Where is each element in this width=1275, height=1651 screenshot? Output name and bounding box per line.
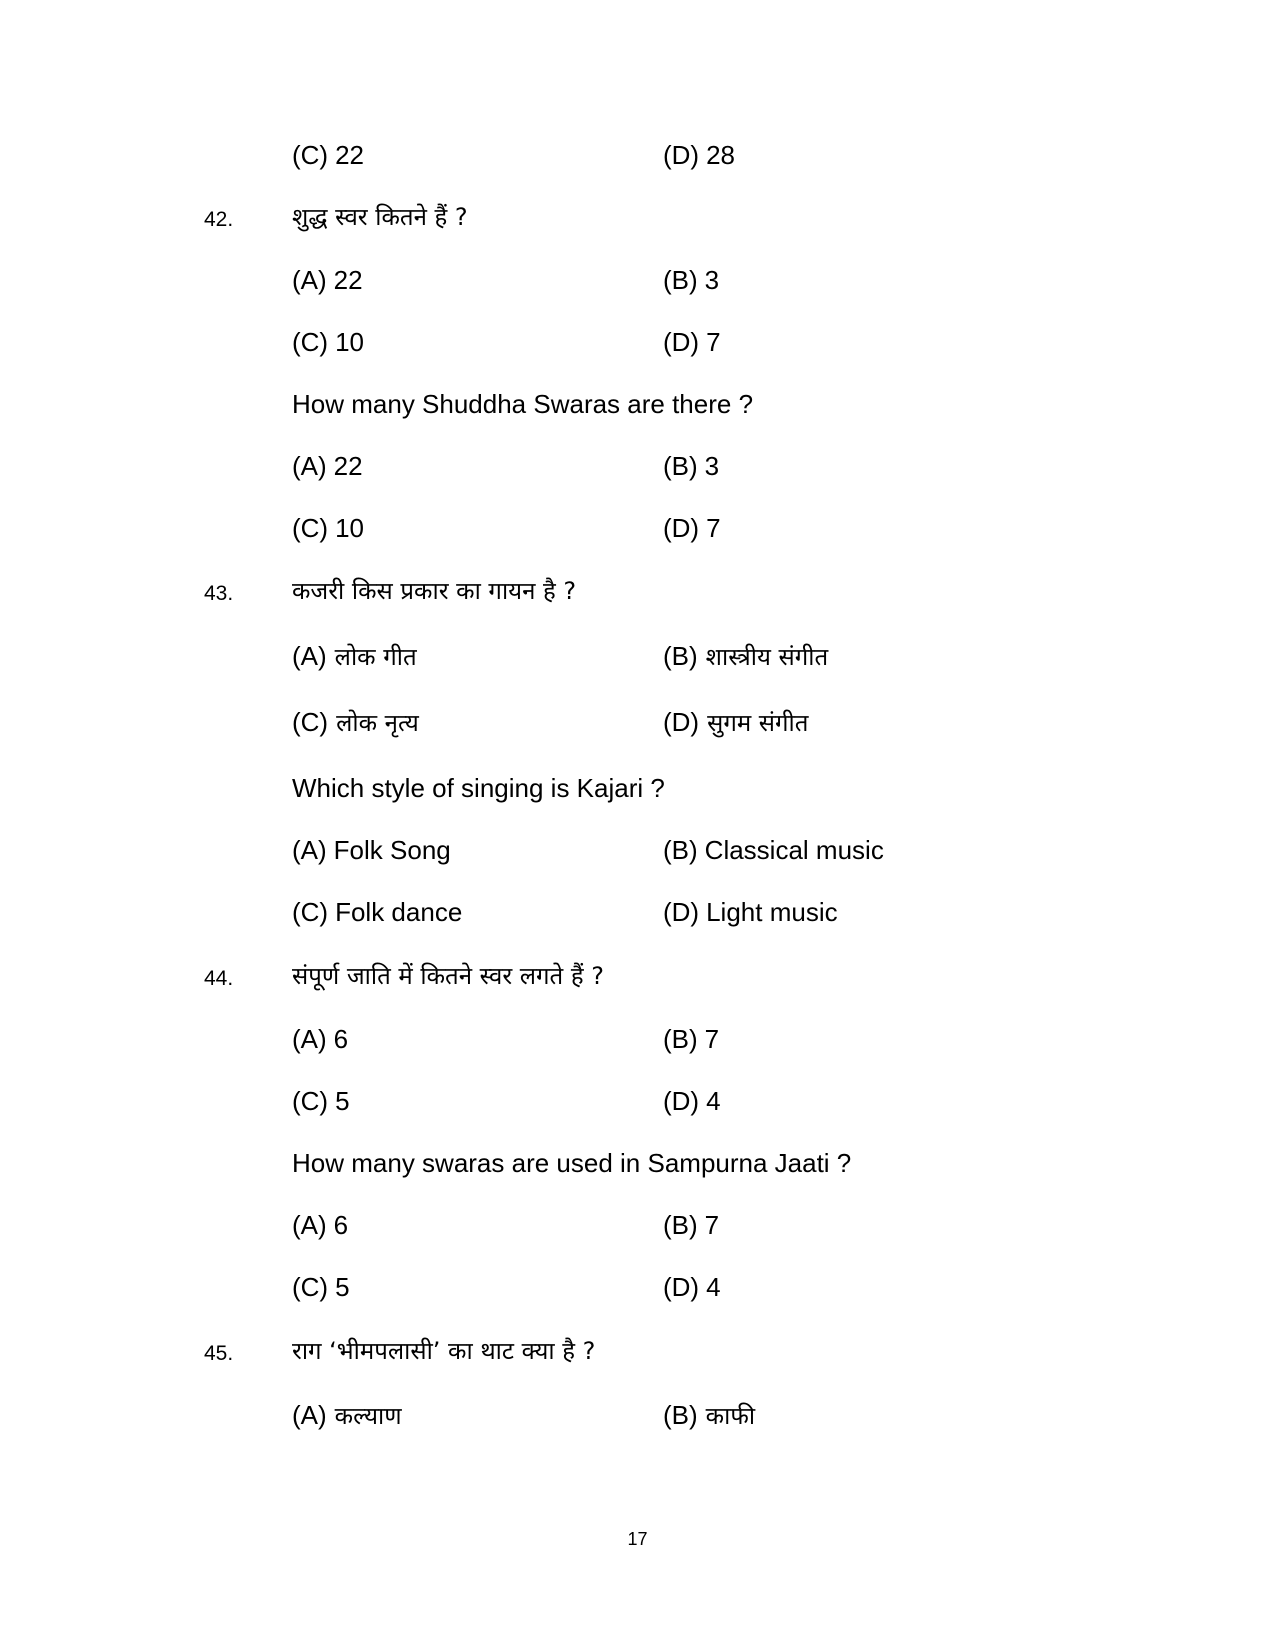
- option-label: (D): [663, 1086, 700, 1116]
- option-c: [292, 140, 364, 170]
- option-text: Folk Song: [333, 835, 451, 865]
- option-row: [0, 701, 1275, 741]
- option-d: [663, 1086, 721, 1116]
- option-text: 22: [333, 451, 363, 481]
- option-label: (A): [292, 451, 327, 481]
- option-b: [663, 1210, 719, 1240]
- option-c: [292, 707, 419, 738]
- option-label: (A): [292, 1210, 327, 1240]
- option-row: [0, 1018, 1275, 1058]
- option-text: 4: [706, 1086, 721, 1116]
- question-text-english: How many Shuddha Swaras are there ?: [292, 389, 754, 419]
- option-text: 7: [704, 1210, 720, 1240]
- question-43-hindi: [0, 570, 1275, 610]
- option-row: [0, 134, 1275, 174]
- question-42-english: [0, 383, 1275, 423]
- page-number: 17: [627, 1529, 648, 1549]
- option-label: (D): [663, 707, 700, 737]
- question-text-hindi: राग ‘भीमपलासी’ का थाट क्या है ?: [292, 1337, 596, 1365]
- option-c: [292, 1272, 350, 1302]
- option-text: काफी: [705, 1402, 756, 1430]
- option-d: [663, 1272, 721, 1302]
- option-a: [292, 641, 417, 672]
- option-label: (C): [292, 707, 329, 737]
- option-label: (B): [663, 641, 698, 671]
- option-c: [292, 513, 364, 543]
- option-text: 3: [704, 451, 720, 481]
- option-label: (D): [663, 513, 700, 543]
- option-text: लोक नृत्य: [336, 709, 419, 737]
- option-label: (C): [292, 897, 329, 927]
- question-44-hindi: [0, 955, 1275, 995]
- option-b: [663, 265, 719, 295]
- option-c: [292, 1086, 350, 1116]
- option-a: [292, 265, 363, 295]
- option-text: लोक गीत: [334, 643, 417, 671]
- question-text-english: Which style of singing is Kajari ?: [292, 773, 665, 803]
- question-text-hindi: शुद्ध स्वर कितने हैं ?: [292, 203, 468, 231]
- option-text: शास्त्रीय संगीत: [705, 643, 829, 671]
- option-text: 10: [335, 327, 365, 357]
- option-label: (C): [292, 513, 329, 543]
- question-43-english: [0, 767, 1275, 807]
- option-label: (C): [292, 1272, 329, 1302]
- option-b: [663, 1400, 755, 1431]
- option-text: 4: [706, 1272, 721, 1302]
- option-b: [663, 835, 884, 865]
- option-row: [0, 321, 1275, 361]
- option-text: 6: [333, 1210, 349, 1240]
- option-d: [663, 513, 721, 543]
- question-45-hindi: [0, 1330, 1275, 1370]
- question-number: 44.: [204, 967, 234, 990]
- option-row: [0, 259, 1275, 299]
- option-b: [663, 641, 828, 672]
- option-label: (A): [292, 835, 327, 865]
- option-a: [292, 451, 363, 481]
- option-text: 22: [333, 265, 363, 295]
- option-label: (C): [292, 327, 329, 357]
- option-text: Folk dance: [335, 897, 463, 927]
- option-text: 7: [704, 1024, 720, 1054]
- option-b: [663, 1024, 719, 1054]
- option-row: [0, 445, 1275, 485]
- question-text-hindi: कजरी किस प्रकार का गायन है ?: [292, 577, 577, 605]
- option-label: (A): [292, 1400, 327, 1430]
- option-d: [663, 140, 735, 170]
- option-text: 7: [706, 513, 721, 543]
- option-label: (A): [292, 1024, 327, 1054]
- option-label: (A): [292, 641, 327, 671]
- option-label: (D): [663, 897, 700, 927]
- question-42-hindi: [0, 196, 1275, 236]
- option-label: (C): [292, 1086, 329, 1116]
- option-label: (B): [663, 1400, 698, 1430]
- option-label: (B): [663, 451, 698, 481]
- option-row: [0, 1080, 1275, 1120]
- option-a: [292, 1024, 348, 1054]
- option-text: 5: [335, 1272, 350, 1302]
- option-label: (D): [663, 327, 700, 357]
- option-label: (B): [663, 1210, 698, 1240]
- question-number: 43.: [204, 582, 234, 605]
- question-44-english: [0, 1142, 1275, 1182]
- option-row: [0, 1204, 1275, 1244]
- option-label: (B): [663, 265, 698, 295]
- option-text: 7: [706, 327, 721, 357]
- option-text: 5: [335, 1086, 350, 1116]
- option-text: Classical music: [704, 835, 884, 865]
- option-row: [0, 635, 1275, 675]
- option-label: (D): [663, 1272, 700, 1302]
- option-a: [292, 1210, 348, 1240]
- option-label: (B): [663, 835, 698, 865]
- option-label: (B): [663, 1024, 698, 1054]
- option-row: [0, 891, 1275, 931]
- question-text-english: How many swaras are used in Sampurna Jaati ?: [292, 1148, 852, 1178]
- option-text: 3: [704, 265, 720, 295]
- option-label: (A): [292, 265, 327, 295]
- option-row: [0, 829, 1275, 869]
- question-number: 45.: [204, 1342, 234, 1365]
- option-text: 6: [333, 1024, 349, 1054]
- option-a: [292, 835, 451, 865]
- option-row: [0, 1266, 1275, 1306]
- option-d: [663, 327, 721, 357]
- option-text: 22: [335, 140, 365, 170]
- option-c: [292, 327, 364, 357]
- option-d: [663, 897, 838, 927]
- option-text: 10: [335, 513, 365, 543]
- option-row: [0, 507, 1275, 547]
- option-text: 28: [706, 140, 736, 170]
- option-b: [663, 451, 719, 481]
- question-text-hindi: संपूर्ण जाति में कितने स्वर लगते हैं ?: [292, 962, 604, 990]
- option-text: Light music: [706, 897, 838, 927]
- option-text: कल्याण: [334, 1402, 402, 1430]
- option-label: (D): [663, 140, 700, 170]
- question-number: 42.: [204, 208, 234, 231]
- option-row: [0, 1394, 1275, 1434]
- option-text: सुगम संगीत: [707, 709, 809, 737]
- option-a: [292, 1400, 402, 1431]
- option-d: [663, 707, 808, 738]
- option-label: (C): [292, 140, 329, 170]
- option-c: [292, 897, 462, 927]
